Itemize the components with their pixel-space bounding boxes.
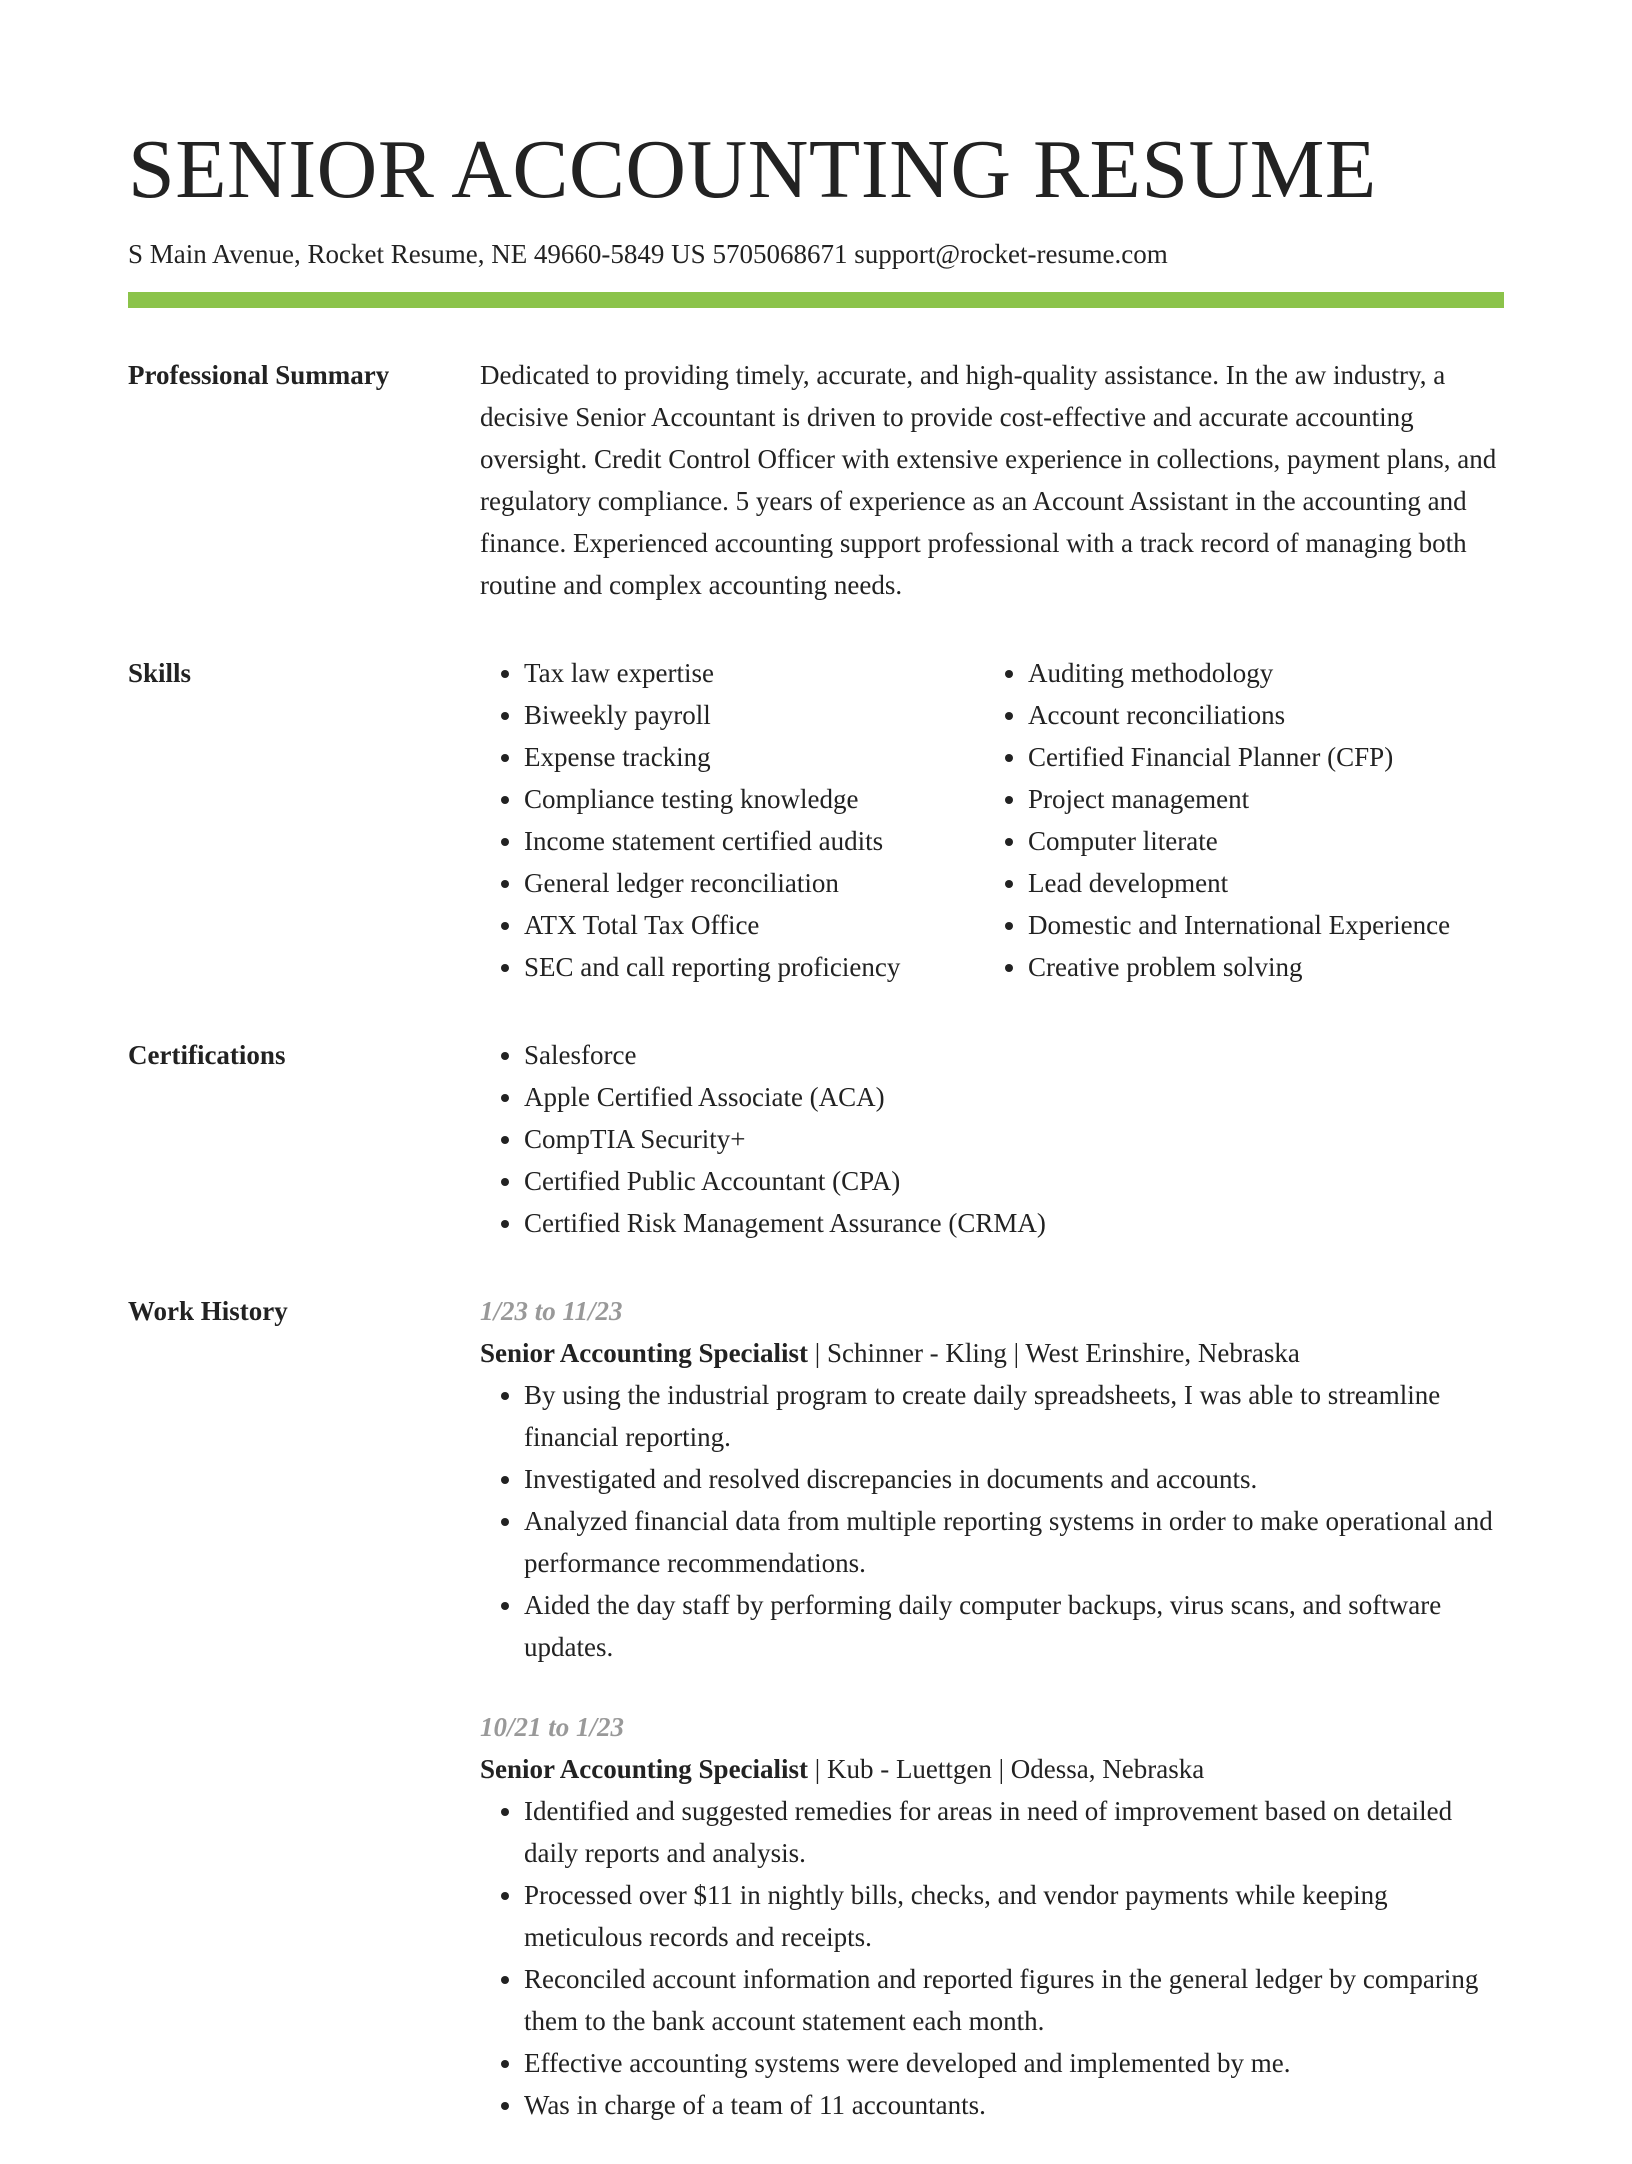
contact-line: S Main Avenue, Rocket Resume, NE 49660-5849 US 5705068671 support@rocket-resume.com [128, 239, 1168, 269]
resume-page [128, 118, 1504, 2164]
job-role: Senior Accounting Specialist [480, 1754, 809, 1784]
skills-list-column-1 [480, 652, 984, 988]
list-item: • By using the industrial program to create daily spreadsheets, I was able to streamline financial reporting. [524, 1374, 1504, 1458]
job-role: Senior Accounting Specialist [480, 1338, 809, 1368]
job-entry [480, 1706, 1504, 2126]
list-item: • General ledger reconciliation [524, 862, 984, 904]
job-entry [480, 1290, 1504, 1668]
section-label-certifications: Certifications [128, 1040, 286, 1070]
list-item: • Tax law expertise [524, 652, 984, 694]
section-skills [128, 652, 1504, 988]
section-certifications [128, 1034, 1504, 1244]
list-item: • Analyzed financial data from multiple reporting systems in order to make operational and performance recommendations. [524, 1500, 1504, 1584]
resume-title: SENIOR ACCOUNTING RESUME [128, 123, 1377, 216]
list-item: • Certified Public Accountant (CPA) [524, 1160, 1504, 1202]
list-item: • Certified Risk Management Assurance (CRMA) [524, 1202, 1504, 1244]
summary-body [480, 354, 1504, 606]
job-bullets [480, 1374, 1504, 1668]
list-item: • Aided the day staff by performing daily computer backups, virus scans, and software updates. [524, 1584, 1504, 1668]
list-item: • SEC and call reporting proficiency [524, 946, 984, 988]
list-item: • Compliance testing knowledge [524, 778, 984, 820]
list-item: • Account reconciliations [1028, 694, 1450, 736]
list-item: • CompTIA Security+ [524, 1118, 1504, 1160]
list-item: • Auditing methodology [1028, 652, 1450, 694]
list-item: • Biweekly payroll [524, 694, 984, 736]
list-item: • Certified Financial Planner (CFP) [1028, 736, 1450, 778]
section-label-summary: Professional Summary [128, 360, 390, 390]
list-item: • Salesforce [524, 1034, 1504, 1076]
header-divider [128, 292, 1504, 308]
job-title-line [480, 1332, 1504, 1374]
certifications-list [480, 1034, 1504, 1244]
list-item: • Expense tracking [524, 736, 984, 778]
skills-list-column-2 [984, 652, 1450, 988]
list-item: • Creative problem solving [1028, 946, 1450, 988]
summary-text: Dedicated to providing timely, accurate, and high-quality assistance. In the aw industry, a decisive Senior Accountant is driven to provide cost-effective and accurate accounting oversight. Credit Control Officer with extensive experience in collections, payment plans, and regulatory compliance. 5 years of experience as an Account Assistant in the accounting and finance. Experienced accounting support professional with a track record of managing both routine and complex accounting needs. [480, 360, 1497, 600]
list-item: • ATX Total Tax Office [524, 904, 984, 946]
skills-body [480, 652, 1504, 988]
section-work-history [128, 1290, 1504, 2164]
section-label-work-history: Work History [128, 1296, 288, 1326]
work-history-body [480, 1290, 1504, 2164]
list-item: • Reconciled account information and reported figures in the general ledger by comparing them to the bank account statement each month. [524, 1958, 1504, 2042]
section-professional-summary [128, 354, 1504, 606]
job-title-line [480, 1748, 1504, 1790]
list-item: • Effective accounting systems were developed and implemented by me. [524, 2042, 1504, 2084]
list-item: • Was in charge of a team of 11 accountants. [524, 2084, 1504, 2126]
job-employer-location: | Schinner - Kling | West Erinshire, Nebraska [808, 1338, 1300, 1368]
list-item: • Domestic and International Experience [1028, 904, 1450, 946]
job-dates: 10/21 to 1/23 [480, 1712, 625, 1742]
list-item: • Identified and suggested remedies for areas in need of improvement based on detailed daily reports and analysis. [524, 1790, 1504, 1874]
list-item: • Computer literate [1028, 820, 1450, 862]
list-item: • Investigated and resolved discrepancies in documents and accounts. [524, 1458, 1504, 1500]
section-label-skills: Skills [128, 658, 192, 688]
list-item: • Lead development [1028, 862, 1450, 904]
job-employer-location: | Kub - Luettgen | Odessa, Nebraska [808, 1754, 1205, 1784]
list-item: • Project management [1028, 778, 1450, 820]
list-item: • Processed over $11 in nightly bills, checks, and vendor payments while keeping meticulous records and receipts. [524, 1874, 1504, 1958]
job-bullets [480, 1790, 1504, 2126]
certifications-body [480, 1034, 1504, 1244]
job-dates: 1/23 to 11/23 [480, 1296, 623, 1326]
list-item: • Apple Certified Associate (ACA) [524, 1076, 1504, 1118]
list-item: • Income statement certified audits [524, 820, 984, 862]
